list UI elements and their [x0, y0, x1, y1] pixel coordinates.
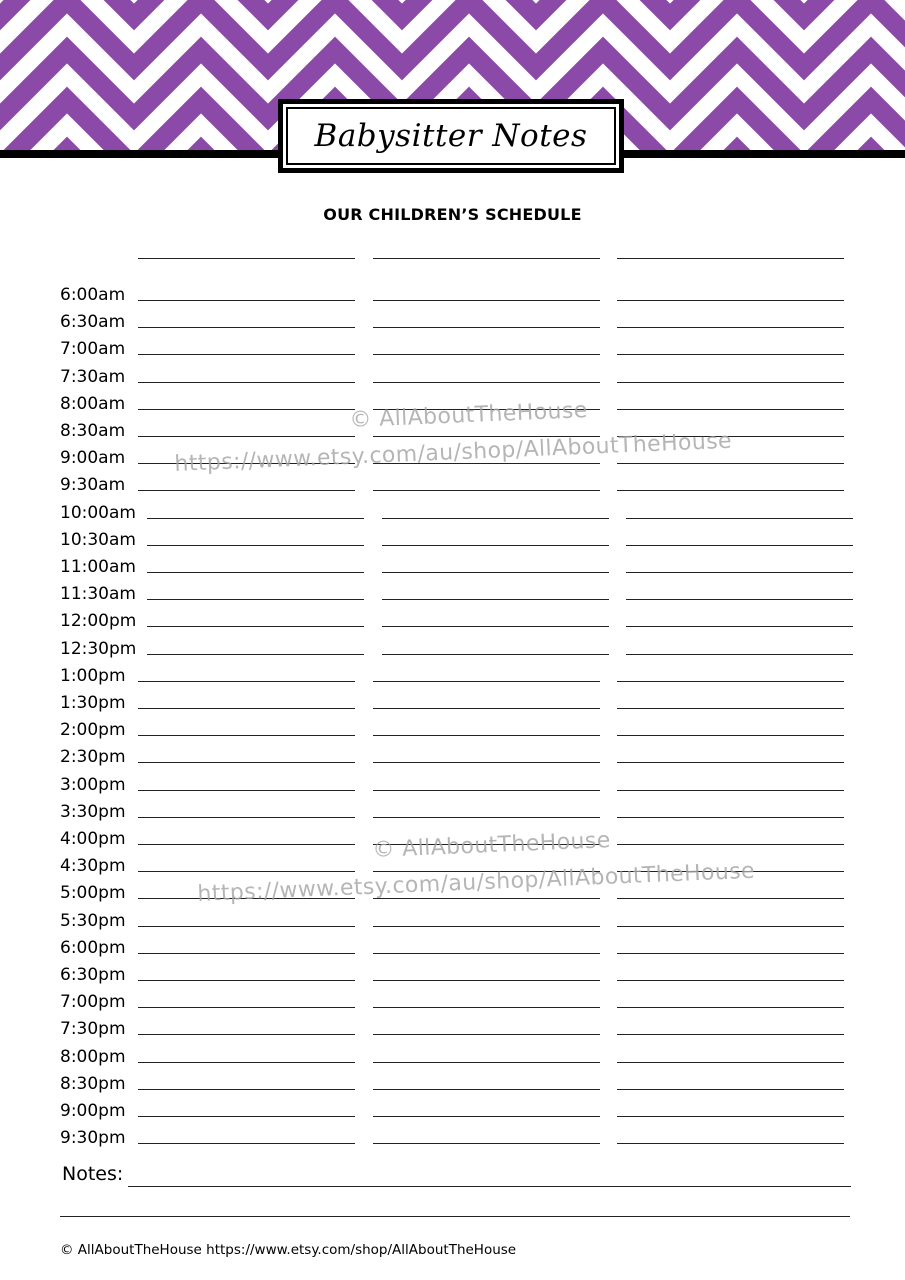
time-label: 7:30am [60, 366, 126, 387]
time-label: 2:30pm [60, 747, 126, 768]
schedule-entry-line-col1[interactable] [138, 436, 355, 437]
schedule-entry-line-col3[interactable] [617, 1089, 844, 1090]
schedule-entry-line-col3[interactable] [617, 327, 844, 328]
schedule-row [0, 955, 905, 985]
schedule-entry-line-col1[interactable] [138, 327, 355, 328]
schedule-row [0, 1064, 905, 1094]
schedule-entry-line-col2[interactable] [373, 327, 600, 328]
schedule-row [0, 275, 905, 305]
schedule-entry-line-col2[interactable] [382, 572, 609, 573]
footer-credit: © AllAboutTheHouse https://www.etsy.com/shop/AllAboutTheHouse [60, 1242, 517, 1258]
time-label: 9:30pm [60, 1128, 126, 1149]
time-label: 12:00pm [60, 611, 137, 632]
time-label: 10:30am [60, 529, 136, 550]
schedule-entry-line-col3[interactable] [617, 463, 844, 464]
schedule-entry-line-col1[interactable] [138, 409, 355, 410]
schedule-row [0, 302, 905, 333]
schedule-row [0, 710, 905, 741]
watermark-copyright: © AllAboutTheHouse [371, 828, 612, 863]
schedule-entry-line-col3[interactable] [617, 382, 844, 383]
schedule-entry-line-col3[interactable] [617, 953, 844, 954]
time-label: 3:00pm [60, 774, 126, 795]
time-label: 6:30am [60, 312, 126, 333]
schedule-entry-line-col2[interactable] [373, 762, 600, 763]
schedule-entry-line-col3[interactable] [617, 790, 844, 791]
schedule-row [0, 465, 905, 496]
schedule-entry-line-col3[interactable] [617, 980, 844, 981]
schedule-entry-line-col2[interactable] [373, 382, 600, 383]
schedule-entry-line-col1[interactable] [138, 762, 355, 763]
watermark-url: https://www.etsy.com/au/shop/AllAboutTheHouse [173, 428, 733, 477]
schedule-entry-line-col2[interactable] [373, 354, 600, 355]
schedule-row [0, 574, 905, 605]
schedule-entry-line-col3[interactable] [617, 844, 844, 845]
watermark-copyright: © AllAboutTheHouse [348, 398, 589, 433]
schedule-row [0, 765, 905, 795]
schedule-entry-line-col1[interactable] [138, 871, 355, 872]
schedule-row [0, 1118, 905, 1149]
time-label: 8:00am [60, 393, 126, 414]
schedule-row [0, 329, 905, 360]
schedule-entry-line-col1[interactable] [138, 681, 355, 682]
time-label: 4:30pm [60, 856, 126, 877]
notes-label: Notes: [62, 1163, 124, 1185]
schedule-entry-line-col1[interactable] [138, 1143, 355, 1144]
schedule-entry-line-col1[interactable] [147, 654, 364, 655]
schedule-entry-line-col1[interactable] [147, 626, 364, 627]
schedule-entry-line-col2[interactable] [373, 953, 600, 954]
time-label: 10:00am [60, 502, 136, 523]
schedule-row [0, 520, 905, 550]
schedule-entry-line-col3[interactable] [617, 1007, 844, 1008]
schedule-entry-line-col1[interactable] [138, 735, 355, 736]
time-label: 8:30am [60, 421, 126, 441]
schedule-entry-line-col2[interactable] [382, 626, 609, 627]
time-label: 5:00pm [60, 883, 126, 904]
time-label: 9:00am [60, 448, 126, 469]
time-label: 6:00pm [60, 937, 126, 958]
schedule-entry-line-col1[interactable] [138, 300, 355, 301]
schedule-row [0, 601, 905, 632]
column-header-line-1[interactable] [138, 258, 355, 259]
schedule-entry-line-col2[interactable] [373, 980, 600, 981]
schedule-entry-line-col1[interactable] [138, 790, 355, 791]
column-header-line-3[interactable] [617, 258, 844, 259]
schedule-entry-line-col2[interactable] [373, 1007, 600, 1008]
schedule-entry-line-col2[interactable] [373, 1089, 600, 1090]
schedule-row [0, 357, 905, 387]
watermark-url: https://www.etsy.com/au/shop/AllAboutTheHouse [196, 858, 756, 907]
schedule-entry-line-col3[interactable] [617, 1034, 844, 1035]
schedule-entry-line-col2[interactable] [382, 518, 609, 519]
schedule-entry-line-col3[interactable] [617, 354, 844, 355]
schedule-entry-line-col2[interactable] [373, 681, 600, 682]
time-label: 7:00am [60, 339, 126, 360]
schedule-entry-line-col1[interactable] [147, 518, 364, 519]
schedule-row [0, 629, 905, 659]
schedule-entry-line-col1[interactable] [138, 953, 355, 954]
schedule-entry-line-col1[interactable] [138, 490, 355, 491]
schedule-heading: OUR CHILDREN’S SCHEDULE [323, 205, 582, 224]
schedule-entry-line-col1[interactable] [138, 1116, 355, 1117]
schedule-entry-line-col3[interactable] [626, 626, 853, 627]
schedule-entry-line-col2[interactable] [373, 735, 600, 736]
time-label: 1:30pm [60, 693, 126, 713]
schedule-row [0, 1009, 905, 1040]
schedule-entry-line-col1[interactable] [138, 1034, 355, 1035]
schedule-entry-line-col3[interactable] [626, 599, 853, 600]
schedule-entry-line-col3[interactable] [626, 518, 853, 519]
notes-line[interactable] [128, 1186, 851, 1187]
time-label: 11:30am [60, 584, 136, 605]
time-label: 6:00am [60, 285, 126, 305]
schedule-entry-line-col2[interactable] [382, 599, 609, 600]
schedule-entry-line-col3[interactable] [626, 654, 853, 655]
schedule-row [0, 982, 905, 1013]
time-label: 9:30am [60, 475, 126, 496]
schedule-entry-line-col3[interactable] [617, 409, 844, 410]
schedule-row [0, 656, 905, 686]
schedule-entry-line-col2[interactable] [373, 300, 600, 301]
schedule-entry-line-col1[interactable] [138, 1062, 355, 1063]
schedule-row [0, 1037, 905, 1067]
schedule-entry-line-col1[interactable] [138, 980, 355, 981]
column-header-line-2[interactable] [373, 258, 600, 259]
schedule-entry-line-col1[interactable] [138, 1089, 355, 1090]
schedule-entry-line-col3[interactable] [626, 545, 853, 546]
page-title: Babysitter Notes [314, 118, 588, 154]
schedule-entry-line-col3[interactable] [617, 681, 844, 682]
schedule-entry-line-col2[interactable] [373, 708, 600, 709]
schedule-entry-line-col3[interactable] [617, 762, 844, 763]
time-label: 12:30pm [60, 638, 137, 659]
schedule-entry-line-col1[interactable] [147, 545, 364, 546]
schedule-entry-line-col1[interactable] [147, 599, 364, 600]
schedule-entry-line-col1[interactable] [138, 926, 355, 927]
schedule-entry-line-col3[interactable] [626, 572, 853, 573]
time-label: 9:00pm [60, 1101, 126, 1121]
schedule-row [0, 1091, 905, 1121]
schedule-entry-line-col2[interactable] [373, 898, 600, 899]
schedule-entry-line-col2[interactable] [373, 1034, 600, 1035]
schedule-entry-line-col1[interactable] [138, 382, 355, 383]
schedule-entry-line-col2[interactable] [373, 1062, 600, 1063]
schedule-row [0, 792, 905, 822]
time-label: 7:30pm [60, 1019, 126, 1040]
schedule-entry-line-col1[interactable] [138, 1007, 355, 1008]
schedule-entry-line-col1[interactable] [138, 708, 355, 709]
schedule-entry-line-col2[interactable] [373, 817, 600, 818]
time-label: 3:30pm [60, 801, 126, 822]
time-label: 6:30pm [60, 965, 126, 985]
title-frame [278, 99, 624, 173]
schedule-row [0, 493, 905, 523]
schedule-entry-line-col1[interactable] [138, 844, 355, 845]
schedule-entry-line-col3[interactable] [617, 735, 844, 736]
schedule-entry-line-col1[interactable] [138, 817, 355, 818]
schedule-entry-line-col2[interactable] [373, 790, 600, 791]
schedule-entry-line-col3[interactable] [617, 1143, 844, 1144]
time-label: 7:00pm [60, 992, 126, 1013]
schedule-entry-line-col3[interactable] [617, 926, 844, 927]
schedule-entry-line-col3[interactable] [617, 1062, 844, 1063]
schedule-row [0, 901, 905, 931]
schedule-entry-line-col1[interactable] [147, 572, 364, 573]
schedule-row [0, 737, 905, 768]
schedule-entry-line-col3[interactable] [617, 490, 844, 491]
time-label: 4:00pm [60, 829, 126, 849]
schedule-entry-line-col2[interactable] [373, 926, 600, 927]
schedule-entry-line-col3[interactable] [617, 708, 844, 709]
notes-line[interactable] [60, 1216, 850, 1217]
schedule-row [0, 928, 905, 958]
schedule-entry-line-col2[interactable] [373, 1143, 600, 1144]
schedule-entry-line-col1[interactable] [138, 354, 355, 355]
schedule-entry-line-col3[interactable] [617, 898, 844, 899]
schedule-entry-line-col2[interactable] [373, 1116, 600, 1117]
schedule-entry-line-col3[interactable] [617, 817, 844, 818]
schedule-entry-line-col3[interactable] [617, 300, 844, 301]
schedule-row [0, 683, 905, 713]
time-label: 5:30pm [60, 910, 126, 931]
time-label: 11:00am [60, 557, 136, 577]
schedule-entry-line-col2[interactable] [382, 545, 609, 546]
schedule-row [0, 547, 905, 577]
schedule-entry-line-col3[interactable] [617, 1116, 844, 1117]
time-label: 1:00pm [60, 665, 126, 686]
time-label: 2:00pm [60, 720, 126, 741]
time-label: 8:30pm [60, 1073, 126, 1094]
time-label: 8:00pm [60, 1046, 126, 1067]
schedule-entry-line-col2[interactable] [382, 654, 609, 655]
schedule-entry-line-col2[interactable] [373, 490, 600, 491]
